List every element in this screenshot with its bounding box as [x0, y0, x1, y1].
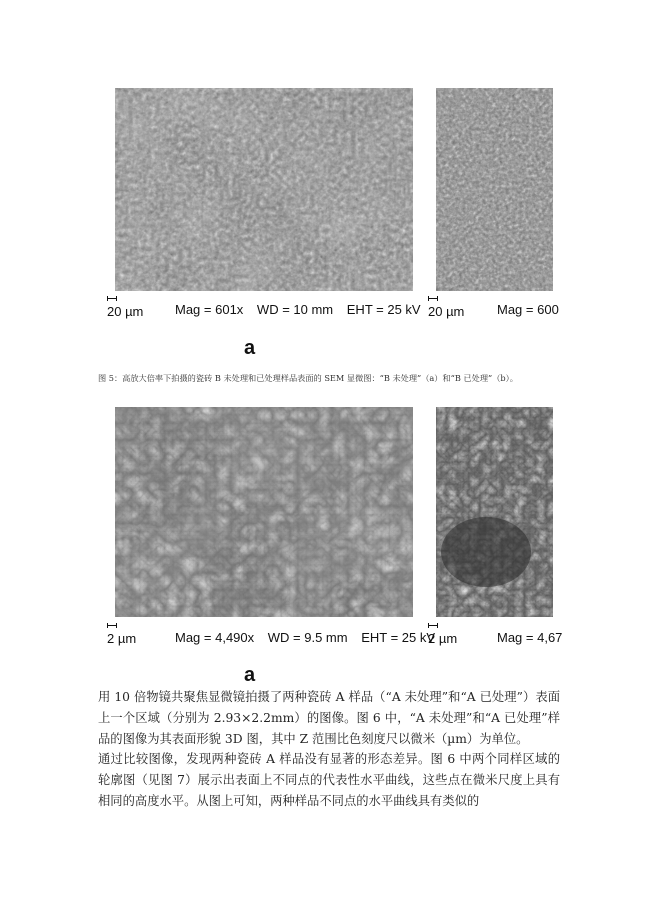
body-paragraph-1: 用 10 倍物镜共聚焦显微镜拍摄了两种瓷砖 A 样品（“A 未处理”和“A 已处理”）表面上一个区域（分别为 2.93×2.2mm）的图像。图 6 中，“A 未处理”和“A 已处理”样品的图像为其表面形貌 3D 图，其中 Z 范围比色刻度尺以微米（µm）为单位。	[98, 690, 560, 746]
working-distance: WD = 9.5 mm	[267, 630, 348, 645]
magnification: Mag = 601x	[175, 302, 244, 317]
sem-image-a-treated-high-mag	[436, 407, 553, 617]
panel-letter-a-fig6: a	[244, 664, 256, 686]
magnification: Mag = 600	[497, 302, 559, 317]
panel-letter-a-fig5: a	[244, 337, 256, 359]
sem-parameters-left-fig6	[175, 630, 445, 645]
working-distance: WD = 10 mm	[256, 302, 334, 317]
sem-parameters-right-fig6	[497, 630, 572, 645]
sem-image-b-treated	[436, 88, 553, 291]
magnification: Mag = 4,67	[497, 630, 563, 645]
sem-parameters-left-fig5	[175, 302, 431, 317]
body-paragraph-2: 通过比较图像，发现两种瓷砖 A 样品没有显著的形态差异。图 6 中两个同样区域的轮廓图（见图 7）展示出表面上不同点的代表性水平曲线，这些点在微米尺度上具有相同的高度水平。从图上可知，两种样品不同点的水平曲线具有类似的	[98, 752, 560, 808]
magnification: Mag = 4,490x	[175, 630, 255, 645]
accelerating-voltage: EHT = 25 kV	[361, 630, 436, 645]
accelerating-voltage: EHT = 25 kV	[346, 302, 421, 317]
figure-5-caption: 图 5：高放大倍率下拍摄的瓷砖 B 未处理和已处理样品表面的 SEM 显微图：“B 未处理”（a）和“B 已处理”（b）。	[98, 373, 518, 383]
sem-image-b-untreated	[115, 88, 413, 291]
sem-parameters-right-fig5	[497, 302, 569, 317]
sem-image-a-untreated-high-mag	[115, 407, 413, 617]
